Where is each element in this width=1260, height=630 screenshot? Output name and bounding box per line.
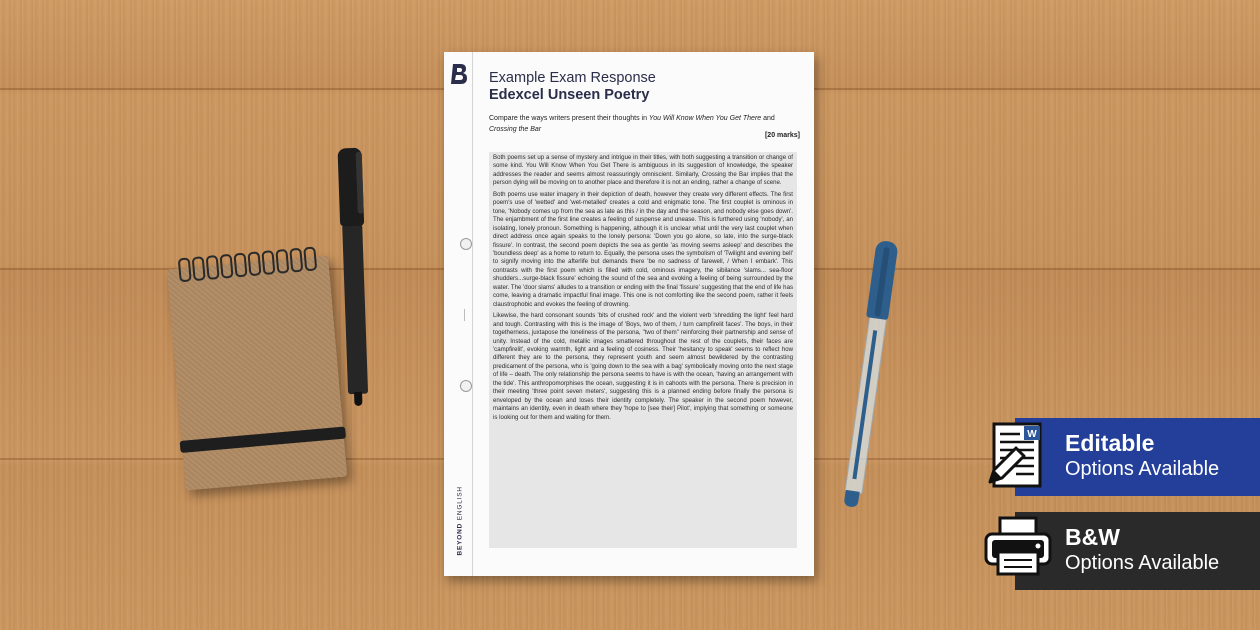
answer-paragraph: Both poems use water imagery in their depiction of death, however they create very different effects. The first poem's use of 'wetted' and 'wet-metalled' creates a cold and enigmatic tone. The first couplet is ominous in tone, 'Nobody comes up from the sea as late as this / in the day and the season, and nobody else goes down'. The enjambment of the first line creates a feeling of suspense and unease. This is furthered using 'nobody', an isolating, lonely pronoun. Something is happening, although it is unclear what until the very last couplet when direct address once again speaks to the lonely persona: 'Down you go alone, so late, into the surge-black fissure'. In contrast, the second poem depicts the sea as gentle 'as moving seems asleep' and describes the 'boundless deep' as a home to return to. Equally, the persona uses the symbolism of 'Twilight and evening bell' to signify moving into the afterlife but demands there 'be no sadness of farewell, / When I embark'. This contrasts with the first poem which is filled with cold, ominous imagery, the sibilance 'slams... sea-floor shudders...surge-black fissure' echoing the sound of the sea and evoking a feeling of being surrounded by the water. The 'door slams' alludes to a transition or ending with the final 'fissure' suggesting that the end of life has come, leaving a dramatic impactful final image. This one is not comforting like the second poem, rather it feels claustrophobic and evokes the feeling of drowning. [493, 190, 793, 308]
poem-title: Crossing the Bar [489, 126, 542, 133]
punch-hole [460, 238, 472, 250]
notebook-ring [192, 256, 206, 281]
notebook-cover [167, 255, 348, 490]
exam-question [489, 113, 801, 135]
poem-title: You Will Know When You Get There [648, 115, 762, 122]
notebook-ring [178, 257, 192, 282]
beyond-logo-icon [450, 62, 468, 86]
svg-text:W: W [1027, 429, 1037, 440]
answer-paragraph: Both poems set up a sense of mystery and intrigue in their titles, with both suggesting a transition or change of some kind. You Will Know When You Get There is ambiguous in its suggestion of knowledge, the speaker addresses the reader and seems almost reassuringly omniscient. Similarly, Crossing the Bar implies that the person dying will be moving on to another place and therefore it is not an ending, rather a change of scene. [493, 154, 793, 187]
page-margin-line [472, 52, 473, 576]
notebook-ring [234, 253, 248, 278]
notebook-ring [261, 250, 275, 275]
question-text: and [761, 115, 775, 122]
notebook-ring [247, 251, 261, 276]
answer-paragraph: Likewise, the hard consonant sounds 'bits of crushed rock' and the violent verb 'shredding the light' feel hard and tough. Contrasting with this is the image of 'Boys, two of them, / turn campfirelit faces'. The boys, in their togetherness, juxtapose the loneliness of the persona, "two of them" reinforcing their partnership and sense of unity. Instead of the cold, metallic images smattered throughout the rest of the couplets, their faces are 'campfirelit', evoking warmth, light and a feeling of cosiness. Their 'hesitancy to speak' seems to reflect how different they are to the persona, they represent youth and seem almost bewildered by the contrasting predicament of the persona, who is 'going down to the sea with a bag' symbolically moving onto the next stage of life – death. The only relationship the persona seems to have is with the ocean, 'having an arrangement with the tide'. This anthropomorphises the ocean, suggesting it is in cahoots with the persona. There is precision in their meeting 'three point seven meters', suggesting this is a planned ending before finally the persona is enveloped by the ocean and loses their identity completely. The speaker in the second poem however, maintains an identity, even in death where they 'hope to [see their] Pilot', implying that something or someone is looking out for them and waiting for them. [493, 312, 793, 421]
word-document-pencil-icon [986, 420, 1054, 492]
notebook-ring [275, 249, 289, 274]
brand-bold: BEYOND [456, 522, 464, 556]
notebook-ring [206, 255, 220, 280]
badge-title: Editable [1065, 430, 1155, 456]
notebook-ring [289, 248, 303, 273]
brand-light: ENGLISH [456, 486, 464, 521]
answer-box [489, 152, 797, 548]
badge-subtitle: Options Available [1065, 552, 1220, 574]
brand-wordmark [456, 486, 464, 556]
punch-hole [460, 380, 472, 392]
pen-tip [354, 392, 362, 406]
notebook-ring [303, 246, 317, 271]
fold-mark [464, 309, 465, 321]
badge-title: B&W [1065, 524, 1120, 550]
document-subtitle: Edexcel Unseen Poetry [489, 87, 650, 103]
pen-end [844, 490, 860, 508]
pen-barrel [342, 224, 368, 395]
notebook-ring [220, 254, 234, 279]
marks-label: [20 marks] [764, 132, 800, 139]
document-title: Example Exam Response [489, 70, 656, 86]
pen-clip [356, 152, 364, 214]
question-text: Compare the ways writers present their thoughts in [489, 115, 649, 122]
badge-subtitle: Options Available [1065, 458, 1220, 480]
black-pen [336, 148, 373, 407]
worksheet-page [444, 52, 814, 576]
printer-icon [982, 514, 1054, 578]
spiral-notebook [167, 255, 348, 490]
blue-ballpoint-pen [833, 239, 904, 511]
